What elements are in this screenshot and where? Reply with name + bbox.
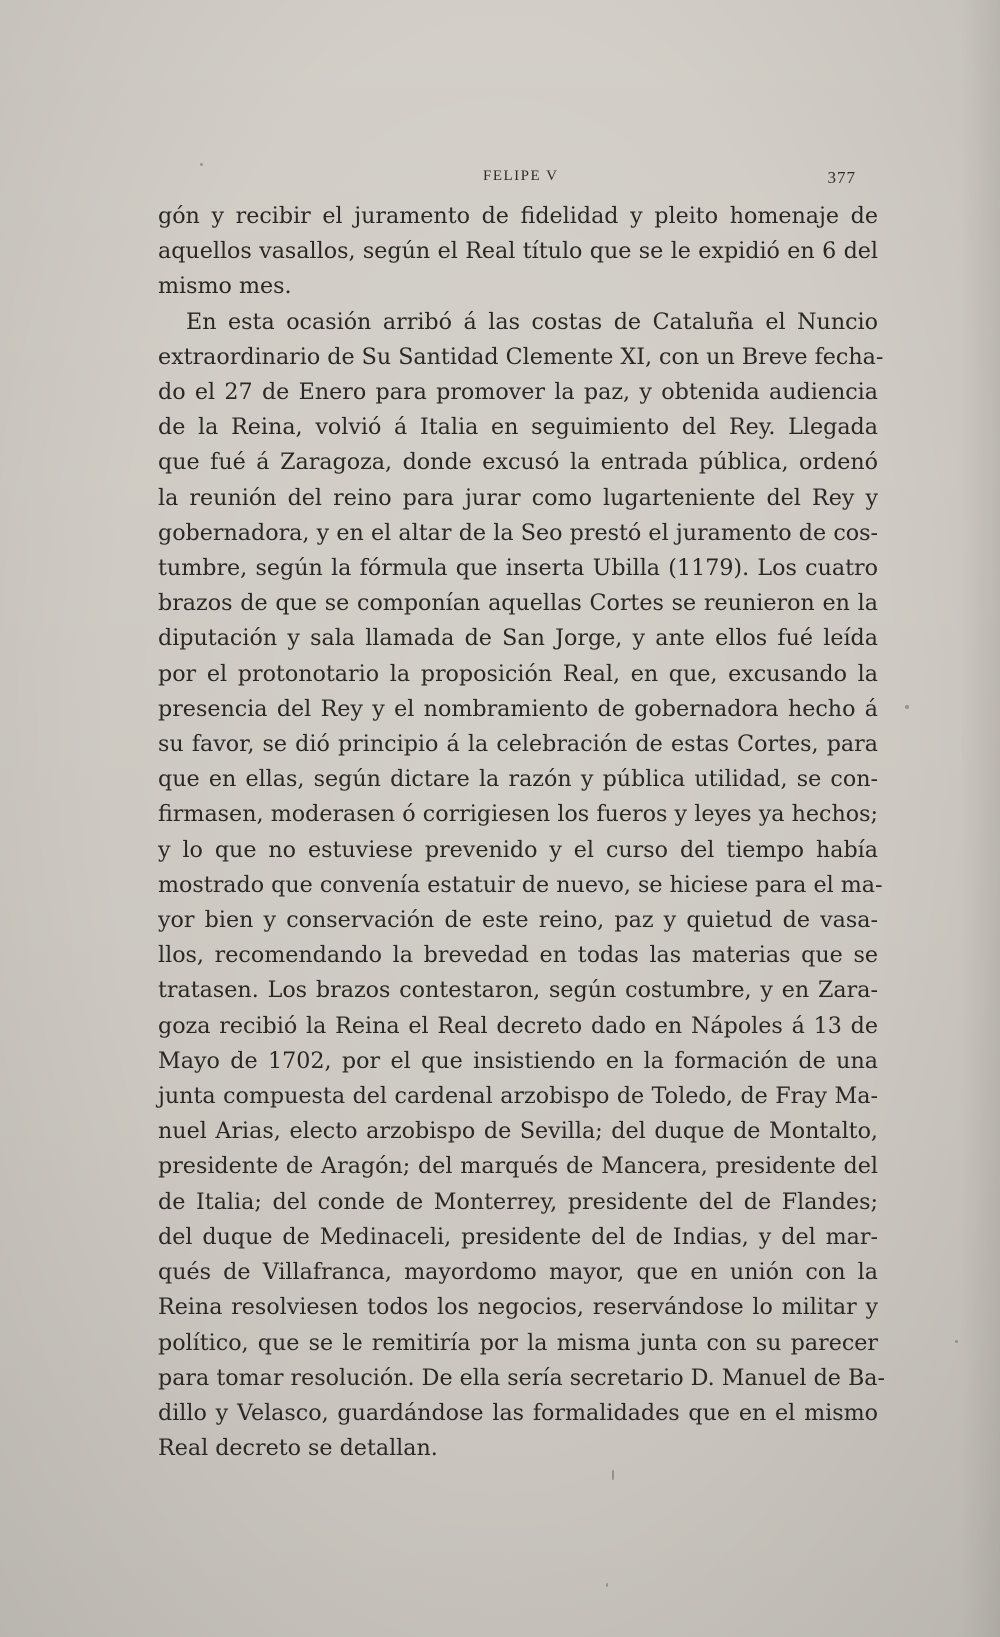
page-number: 377 [827,168,856,187]
text-line: presidente de Aragón; del marqués de Mancera, presidente del [158,1153,878,1180]
text-line: tratasen. Los brazos contestaron, según costumbre, y en Zara- [158,977,878,1004]
text-line: firmasen, moderasen ó corrigiesen los fueros y leyes ya hechos; [158,801,878,828]
text-line: que en ellas, según dictare la razón y pública utilidad, se con- [158,766,878,793]
text-line: dillo y Velasco, guardándose las formalidades que en el mismo [158,1399,878,1426]
text-line: de Italia; del conde de Monterrey, presidente del de Flandes; [158,1188,878,1215]
text-line: por el protonotario la proposición Real, en que, excusando la [158,660,878,687]
text-line: Reina resolviesen todos los negocios, reservándose lo militar y [158,1294,878,1321]
text-line: la reunión del reino para jurar como lugarteniente del Rey y [158,484,878,511]
text-line: nuel Arias, electo arzobispo de Sevilla; del duque de Montalto, [158,1118,878,1145]
text-line: político, que se le remitiría por la misma junta con su parecer [158,1329,878,1356]
text-line: gón y recibir el juramento de fidelidad y pleito homenaje de [158,203,878,229]
paper-speck [955,1340,958,1343]
text-line: yor bien y conservación de este reino, paz y quietud de vasa- [158,907,878,934]
text-line: Real decreto se detallan. [158,1435,438,1462]
page-edge-shadow [960,0,1000,1637]
text-line: goza recibió la Reina el Real decreto dado en Nápoles á 13 de [158,1012,878,1039]
text-line: mismo mes. [158,273,292,300]
text-line: tumbre, según la fórmula que inserta Ubilla (1179). Los cuatro [158,555,878,582]
paper-speck [200,163,203,166]
text-line: mostrado que convenía estatuir de nuevo, se hiciese para el ma- [158,871,883,898]
text-line: que fué á Zaragoza, donde excusó la entrada pública, ordenó [158,449,878,476]
text-line: su favor, se dió principio á la celebración de estas Cortes, para [158,731,878,758]
body-text [158,199,885,1466]
text-line: junta compuesta del cardenal arzobispo de Toledo, de Fray Ma- [158,1083,878,1110]
text-line: de la Reina, volvió á Italia en seguimiento del Rey. Llegada [158,414,878,441]
text-line: En esta ocasión arribó á las costas de Cataluña el Nuncio [186,308,878,335]
paper-speck [606,1583,608,1587]
text-line: diputación y sala llamada de San Jorge, y ante ellos fué leída [158,625,878,652]
text-line: aquellos vasallos, según el Real título que se le expidió en 6 del [158,238,878,265]
text-line: qués de Villafranca, mayordomo mayor, que en unión con la [158,1259,878,1286]
paper-speck [612,1470,614,1480]
text-line: presencia del Rey y el nombramiento de gobernadora hecho á [158,695,878,722]
running-title: FELIPE V [483,168,559,184]
text-line: gobernadora, y en el altar de la Seo prestó el juramento de cos- [158,519,878,546]
text-line: para tomar resolución. De ella sería secretario D. Manuel de Ba- [158,1364,885,1391]
text-line: llos, recomendando la brevedad en todas las materias que se [158,942,878,969]
text-line: del duque de Medinaceli, presidente del de Indias, y del mar- [158,1223,878,1250]
text-line: y lo que no estuviese prevenido y el curso del tiempo había [158,836,878,863]
text-line: Mayo de 1702, por el que insistiendo en la formación de una [158,1047,878,1074]
text-line: brazos de que se componían aquellas Cortes se reunieron en la [158,590,878,617]
running-header [160,168,860,188]
text-line: do el 27 de Enero para promover la paz, y obtenida audiencia [158,379,878,406]
paper-speck [905,705,909,709]
text-line: extraordinario de Su Santidad Clemente XI, con un Breve fecha- [158,343,884,370]
